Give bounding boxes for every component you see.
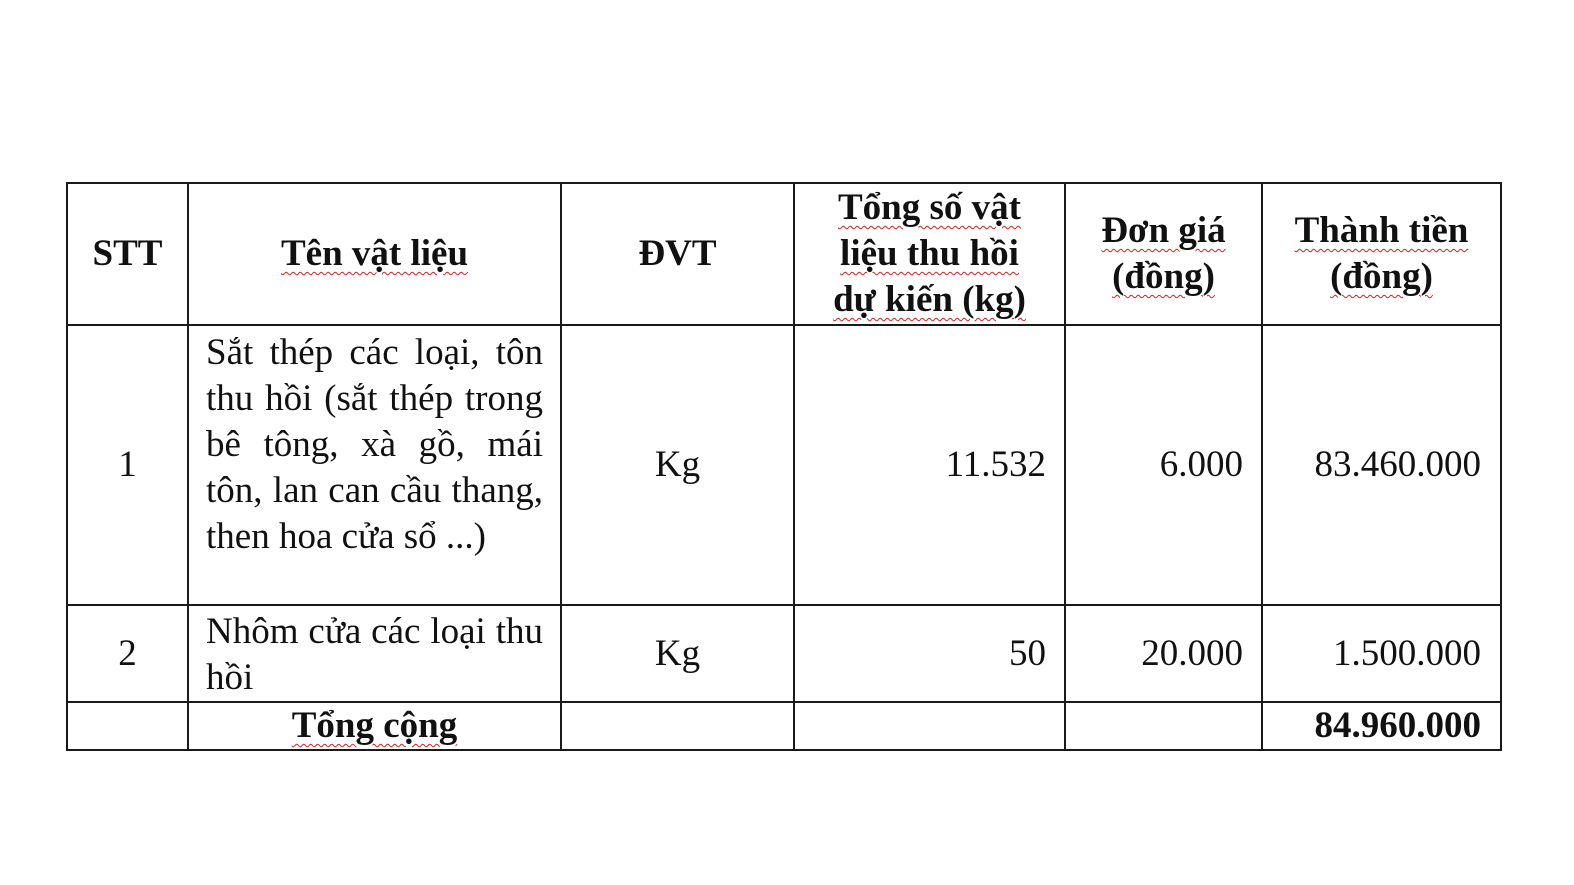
- row-qty: 50: [794, 605, 1065, 702]
- materials-table: [66, 182, 1502, 751]
- row-total: 83.460.000: [1262, 325, 1501, 605]
- header-qty: Tổng số vật liệu thu hồi dự kiến (kg): [794, 183, 1065, 325]
- summary-empty-price: [1065, 702, 1262, 750]
- summary-empty-qty: [794, 702, 1065, 750]
- summary-empty-unit: [561, 702, 794, 750]
- table-summary-row: [67, 702, 1501, 750]
- header-price: Đơn giá (đồng): [1065, 183, 1262, 325]
- row-total: 1.500.000: [1262, 605, 1501, 702]
- row-price: 20.000: [1065, 605, 1262, 702]
- summary-total: 84.960.000: [1262, 702, 1501, 750]
- row-material-name: Nhôm cửa các loại thu hồi: [188, 605, 561, 702]
- summary-label: Tổng cộng: [188, 702, 561, 750]
- header-stt: STT: [67, 183, 188, 325]
- row-stt: 2: [67, 605, 188, 702]
- row-stt: 1: [67, 325, 188, 605]
- row-price: 6.000: [1065, 325, 1262, 605]
- row-unit: Kg: [561, 325, 794, 605]
- row-qty: 11.532: [794, 325, 1065, 605]
- header-name: Tên vật liệu: [188, 183, 561, 325]
- header-unit: ĐVT: [561, 183, 794, 325]
- row-material-name: Sắt thép các loại, tôn thu hồi (sắt thép trong bê tông, xà gồ, mái tôn, lan can cầu thang, then hoa cửa sổ ...): [188, 325, 561, 605]
- header-total: Thành tiền (đồng): [1262, 183, 1501, 325]
- table-row: [67, 605, 1501, 702]
- table-row: [67, 325, 1501, 605]
- summary-empty-stt: [67, 702, 188, 750]
- row-unit: Kg: [561, 605, 794, 702]
- table-header-row: [67, 183, 1501, 325]
